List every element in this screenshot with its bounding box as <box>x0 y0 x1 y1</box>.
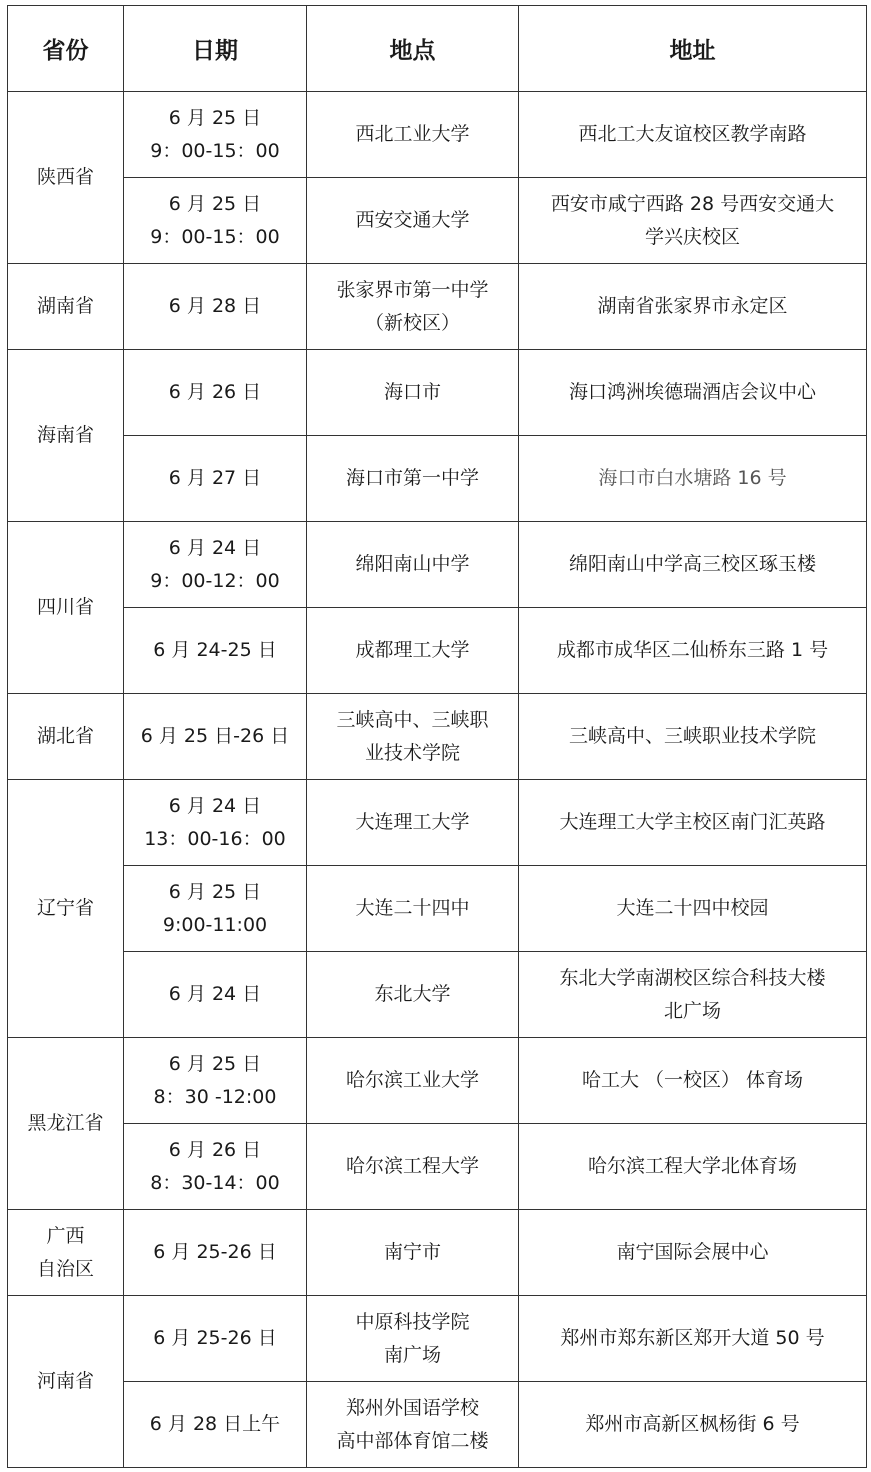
address-cell <box>519 92 867 178</box>
venue-cell-line: 海口市 <box>383 381 441 403</box>
address-cell <box>519 1124 867 1210</box>
province-cell <box>8 1296 124 1468</box>
schedule-body <box>8 92 867 1468</box>
address-cell-line: 湖南省张家界市永定区 <box>597 295 788 317</box>
venue-cell-line: 成都理工大学 <box>355 639 470 661</box>
address-cell <box>519 866 867 952</box>
date-cell-line: 6 月 25-26 日 <box>153 1327 277 1349</box>
venue-cell <box>307 178 519 264</box>
date-cell <box>124 1210 307 1296</box>
date-cell-line: 9：00-15：00 <box>150 139 280 162</box>
address-cell-line: 学兴庆校区 <box>644 225 740 248</box>
date-cell <box>124 1124 307 1210</box>
province-cell-line: 湖南省 <box>36 295 94 317</box>
table-row <box>8 1296 867 1382</box>
venue-cell-line: 哈尔滨工程大学 <box>345 1155 479 1177</box>
date-cell-line: 6 月 25 日 <box>168 1052 262 1075</box>
date-cell <box>124 780 307 866</box>
venue-cell <box>307 780 519 866</box>
date-cell-line: 6 月 25 日 <box>168 106 262 129</box>
venue-cell-line: 中原科技学院 <box>355 1310 470 1333</box>
venue-cell-line: 三峡高中、三峡职 <box>336 708 489 731</box>
venue-cell-line: （新校区） <box>364 311 460 334</box>
address-cell-line: 大连理工大学主校区南门汇英路 <box>559 811 826 833</box>
venue-cell <box>307 1296 519 1382</box>
date-cell <box>124 608 307 694</box>
province-cell-line: 海南省 <box>36 424 94 446</box>
table-row <box>8 350 867 436</box>
venue-cell-line: 郑州外国语学校 <box>345 1396 479 1419</box>
province-cell-line: 黑龙江省 <box>27 1112 104 1134</box>
venue-cell <box>307 694 519 780</box>
address-cell-line: 西北工大友谊校区教学南路 <box>578 123 807 145</box>
date-cell-line: 9：00-15：00 <box>150 225 280 248</box>
table-row <box>8 694 867 780</box>
date-cell-line: 6 月 24 日 <box>168 983 262 1005</box>
schedule-table <box>7 5 867 1468</box>
date-cell-line: 9：00-12：00 <box>150 569 280 592</box>
header-address: 地址 <box>519 6 867 92</box>
venue-cell <box>307 608 519 694</box>
date-cell-line: 6 月 25 日 <box>168 880 262 903</box>
province-cell <box>8 780 124 1038</box>
table-row <box>8 92 867 178</box>
address-cell-line: 海口鸿洲埃德瑞酒店会议中心 <box>568 381 816 403</box>
province-cell-line: 自治区 <box>36 1257 94 1280</box>
province-cell-line: 辽宁省 <box>36 897 94 919</box>
table-row <box>8 178 867 264</box>
address-cell-line: 北广场 <box>663 999 721 1022</box>
venue-cell-line: 南宁市 <box>383 1241 441 1263</box>
address-cell <box>519 264 867 350</box>
table-row <box>8 952 867 1038</box>
date-cell-line: 6 月 24 日 <box>168 794 262 817</box>
table-row <box>8 1124 867 1210</box>
address-cell <box>519 178 867 264</box>
venue-cell <box>307 1038 519 1124</box>
date-cell <box>124 694 307 780</box>
venue-cell-line: 大连理工大学 <box>355 811 470 833</box>
address-cell <box>519 1382 867 1468</box>
header-date: 日期 <box>124 6 307 92</box>
address-cell-line: 海口市白水塘路 16 号 <box>598 467 787 489</box>
venue-cell <box>307 350 519 436</box>
venue-cell <box>307 264 519 350</box>
venue-cell-line: 西北工业大学 <box>355 123 470 145</box>
date-cell-line: 6 月 26 日 <box>168 1138 262 1161</box>
venue-cell <box>307 1124 519 1210</box>
address-cell <box>519 1296 867 1382</box>
province-cell <box>8 1210 124 1296</box>
table-row <box>8 866 867 952</box>
date-cell <box>124 264 307 350</box>
venue-cell <box>307 522 519 608</box>
date-cell-line: 8：30 -12:00 <box>153 1085 277 1108</box>
table-row <box>8 1382 867 1468</box>
province-cell <box>8 694 124 780</box>
date-cell-line: 13：00-16：00 <box>144 827 286 850</box>
address-cell-line: 郑州市郑东新区郑开大道 50 号 <box>560 1327 825 1349</box>
venue-cell-line: 东北大学 <box>374 983 451 1005</box>
venue-cell-line: 哈尔滨工业大学 <box>345 1069 479 1091</box>
address-cell <box>519 952 867 1038</box>
venue-cell-line: 高中部体育馆二楼 <box>336 1429 489 1452</box>
address-cell <box>519 522 867 608</box>
table-row <box>8 264 867 350</box>
venue-cell <box>307 92 519 178</box>
date-cell <box>124 866 307 952</box>
venue-cell-line: 大连二十四中 <box>355 897 470 919</box>
date-cell <box>124 952 307 1038</box>
date-cell-line: 6 月 24 日 <box>168 536 262 559</box>
address-cell-line: 绵阳南山中学高三校区琢玉楼 <box>568 553 816 575</box>
venue-cell-line: 南广场 <box>383 1343 441 1366</box>
date-cell <box>124 1382 307 1468</box>
venue-cell <box>307 866 519 952</box>
date-cell-line: 6 月 25 日-26 日 <box>140 725 290 747</box>
header-row <box>8 6 867 92</box>
province-cell-line: 湖北省 <box>36 725 94 747</box>
address-cell-line: 三峡高中、三峡职业技术学院 <box>568 725 816 747</box>
province-cell-line: 陕西省 <box>36 166 94 188</box>
table-row <box>8 436 867 522</box>
address-cell <box>519 1210 867 1296</box>
table-row <box>8 780 867 866</box>
date-cell-line: 6 月 26 日 <box>168 381 262 403</box>
address-cell <box>519 608 867 694</box>
date-cell-line: 6 月 24-25 日 <box>153 639 277 661</box>
venue-cell <box>307 436 519 522</box>
address-cell-line: 郑州市高新区枫杨街 6 号 <box>585 1413 800 1435</box>
province-cell <box>8 92 124 264</box>
date-cell-line: 6 月 25 日 <box>168 192 262 215</box>
province-cell-line: 四川省 <box>36 596 94 618</box>
header-venue: 地点 <box>307 6 519 92</box>
venue-cell <box>307 1382 519 1468</box>
date-cell-line: 6 月 27 日 <box>168 467 262 489</box>
date-cell <box>124 178 307 264</box>
address-cell-line: 成都市成华区二仙桥东三路 1 号 <box>556 639 829 661</box>
date-cell-line: 6 月 25-26 日 <box>153 1241 277 1263</box>
address-cell-line: 东北大学南湖校区综合科技大楼 <box>559 966 826 989</box>
address-cell <box>519 350 867 436</box>
date-cell <box>124 1296 307 1382</box>
address-cell-line: 南宁国际会展中心 <box>616 1241 769 1263</box>
venue-cell <box>307 1210 519 1296</box>
table-row <box>8 608 867 694</box>
date-cell <box>124 92 307 178</box>
venue-cell-line: 海口市第一中学 <box>345 467 479 489</box>
date-cell-line: 6 月 28 日上午 <box>149 1413 281 1435</box>
header-province: 省份 <box>8 6 124 92</box>
table-row <box>8 1038 867 1124</box>
address-cell-line: 哈工大 （一校区） 体育场 <box>581 1069 804 1091</box>
address-cell <box>519 1038 867 1124</box>
venue-cell-line: 绵阳南山中学 <box>355 553 470 575</box>
table-row <box>8 522 867 608</box>
date-cell <box>124 350 307 436</box>
date-cell-line: 6 月 28 日 <box>168 295 262 317</box>
province-cell <box>8 350 124 522</box>
venue-cell-line: 西安交通大学 <box>355 209 470 231</box>
address-cell <box>519 780 867 866</box>
address-cell-line: 大连二十四中校园 <box>616 897 769 919</box>
venue-cell-line: 张家界市第一中学 <box>336 278 489 301</box>
address-cell <box>519 694 867 780</box>
province-cell-line: 广西 <box>46 1224 85 1247</box>
address-cell-line: 西安市咸宁西路 28 号西安交通大 <box>550 192 835 215</box>
venue-cell <box>307 952 519 1038</box>
date-cell-line: 9:00-11:00 <box>162 913 268 936</box>
table-row <box>8 1210 867 1296</box>
province-cell <box>8 1038 124 1210</box>
address-cell-line: 哈尔滨工程大学北体育场 <box>587 1155 797 1177</box>
venue-cell-line: 业技术学院 <box>364 741 460 764</box>
date-cell-line: 8：30-14：00 <box>150 1171 280 1194</box>
address-cell <box>519 436 867 522</box>
date-cell <box>124 522 307 608</box>
date-cell <box>124 1038 307 1124</box>
date-cell <box>124 436 307 522</box>
province-cell <box>8 264 124 350</box>
province-cell <box>8 522 124 694</box>
province-cell-line: 河南省 <box>36 1370 94 1392</box>
